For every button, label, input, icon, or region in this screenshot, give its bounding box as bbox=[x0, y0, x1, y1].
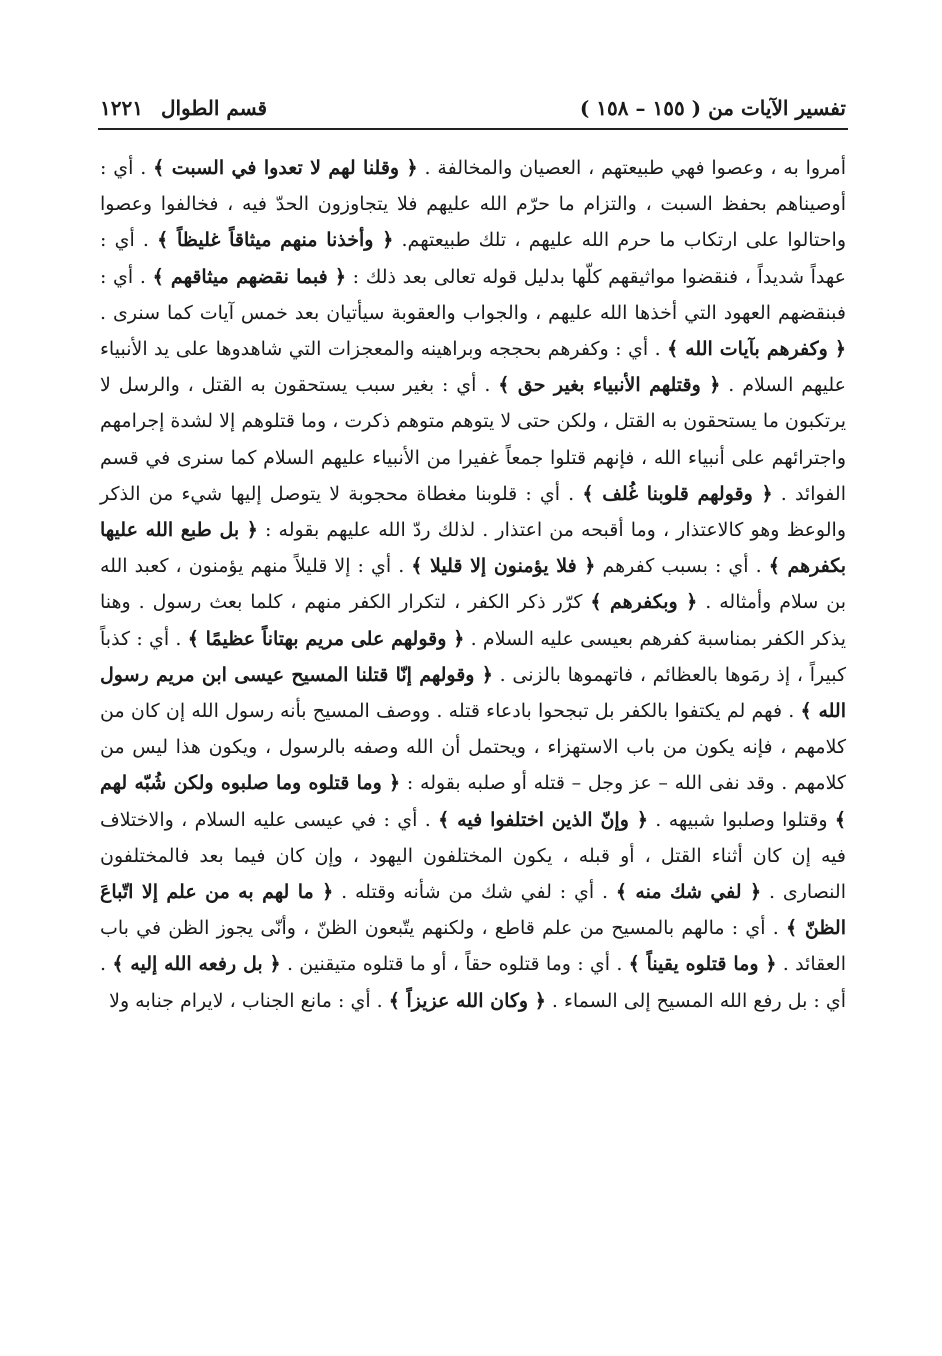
text-segment: . فهم لم يكتفوا بالكفر بل تبجحوا بادعاء قتله . ووصف المسيح بأنه رسول الله إن كان من كلامهم ، فإنه يكون من باب الاستهزاء ، ويحتمل أن الله وصفه بالرسول ، ويكون هذا ليس من كلامهم . وقد نفى الله – عز وجل – قتله أو صلبه بقوله : bbox=[100, 700, 846, 795]
text-segment: . أي : إلا قليلاً منهم يؤمنون ، كعبد الله بن سلام وأمثاله . bbox=[100, 555, 846, 614]
quran-verse: ﴿ فلا يؤمنون إلا قليلا ﴾ bbox=[411, 555, 596, 578]
text-segment: وقتلوا وصلبوا شبيهه . bbox=[647, 808, 835, 831]
quran-verse: ﴿ بل طبع الله عليها بكفرهم ﴾ bbox=[100, 519, 846, 578]
quran-verse: ﴿ وقولهم على مريم بهتاناً عظيمًا ﴾ bbox=[187, 627, 465, 650]
quran-verse: ﴿ وقلنا لهم لا تعدوا في السبت ﴾ bbox=[153, 157, 418, 179]
section-name: قسم الطوال bbox=[160, 96, 268, 120]
text-segment: . أي : عهداً شديداً ، فنقضوا مواثيقهم كلّها بدليل قوله تعالى بعد ذلك : bbox=[100, 229, 846, 288]
body-text bbox=[100, 150, 846, 1019]
text-segment: . أي : مانع الجناب ، لايرام جنابه ولا bbox=[109, 989, 389, 1012]
text-segment: . أي : في عيسى عليه السلام ، والاختلاف فيه إن كان أثناء القتل ، أو قبله ، يكون المختلفون اليهود ، وإن كان فيما بعد فالمختلفون النصارى . bbox=[100, 808, 846, 904]
text-segment: أمروا به ، وعصوا فهي طبيعتهم ، العصيان والمخالفة . bbox=[417, 157, 847, 179]
text-segment: . أي : كذباً كبيراً ، إذ رمَوها بالعظائم ، فاتهموها بالزنى . bbox=[100, 627, 847, 686]
body-paragraph bbox=[100, 150, 846, 1019]
page-number: ١٢٢١ bbox=[100, 96, 143, 120]
header-left-group bbox=[100, 96, 267, 120]
text-segment: . أي : وكفرهم بحججه وبراهينه والمعجزات التي شاهدوها على يد الأنبياء عليهم السلام . bbox=[100, 338, 846, 397]
quran-verse: ﴿ بل رفعه الله إليه ﴾ bbox=[112, 953, 281, 976]
text-segment: . أي : بغير سبب يستحقون به القتل ، والرسل لا يرتكبون ما يستحقون به القتل ، ولكن حتى لا يتوهم متوهم ذكرت ، وما قتلوهم إلا لشدة إجرامهم واجترائهم على أنبياء الله ، فإنهم قتلوا جمعاً غفيرا من الأنبياء عليهم السلام كما سنرى في قسم الفوائد . bbox=[100, 374, 846, 505]
text-segment: . أي : لفي شك من شأنه وقتله . bbox=[333, 881, 616, 904]
quran-verse: ﴿ وكفرهم بآيات الله ﴾ bbox=[667, 338, 846, 361]
text-segment: . أي : وما قتلوه حقاً ، أو ما قتلوه متيقنين . bbox=[280, 953, 629, 976]
quran-verse: ﴿ ما لهم به من علم إلا اتّباعَ الظنّ ﴾ bbox=[100, 881, 846, 940]
quran-verse: ﴿ وما قتلوه وما صلبوه ولكن شُبّه لهم ﴾ bbox=[100, 772, 847, 831]
quran-verse: ﴿ وإنّ الذين اختلفوا فيه ﴾ bbox=[438, 808, 648, 831]
quran-verse: ﴿ فبما نقضهم ميثاقهم ﴾ bbox=[152, 265, 347, 288]
text-segment: . أي : بل رفع الله المسيح إلى السماء . bbox=[100, 953, 846, 1012]
quran-verse: ﴿ لفي شك منه ﴾ bbox=[615, 881, 762, 904]
header-divider bbox=[98, 128, 848, 130]
quran-verse: ﴿ وبكفرهم ﴾ bbox=[590, 591, 698, 614]
quran-verse: ﴿ وما قتلوه يقيناً ﴾ bbox=[628, 953, 777, 976]
header-title: تفسير الآيات من ( ١٥٥ – ١٥٨ ) bbox=[579, 96, 846, 120]
text-segment: . أي : قلوبنا مغطاة محجوبة لا يتوصل إليها شيء من الذكر والوعظ وهو كالاعتذار ، وما أقبحه من اعتذار . لذلك ردّ الله عليهم بقوله : bbox=[100, 482, 846, 542]
text-segment: . أي : أوصيناهم بحفظ السبت ، والتزام ما حرّم الله عليهم فلا يتجاوزون الحدّ فيه ، فخالفوا وعصوا واحتالوا على ارتكاب ما حرم الله عليهم ، تلك طبيعتهم. bbox=[100, 157, 846, 252]
quran-verse: ﴿ وكان الله عزيزاً ﴾ bbox=[388, 989, 546, 1012]
quran-verse: ﴿ وقولهم إنّا قتلنا المسيح عيسى ابن مريم رسول الله ﴾ bbox=[100, 663, 846, 723]
text-segment: . أي : مالهم بالمسيح من علم قاطع ، ولكنهم يتّبعون الظنّ ، وأنّى يجوز الظن في باب العقائد . bbox=[100, 917, 846, 976]
text-segment: كرّر ذكر الكفر ، لتكرار الكفر منهم ، كلما بعث رسول . وهنا يذكر الكفر بمناسبة كفرهم بعيسى عليه السلام . bbox=[100, 591, 846, 650]
text-segment: . أي : بسبب كفرهم bbox=[595, 555, 769, 578]
quran-verse: ﴿ وقتلهم الأنبياء بغير حق ﴾ bbox=[498, 374, 721, 397]
page-header bbox=[100, 88, 846, 128]
quran-verse: ﴿ وأخذنا منهم ميثاقاً غليظاً ﴾ bbox=[157, 229, 394, 252]
text-segment: . أي : فبنقضهم العهود التي أخذها الله عليهم ، والجواب والعقوبة سيأتيان بعد خمس آيات كما سنرى . bbox=[100, 265, 846, 324]
quran-verse: ﴿ وقولهم قلوبنا غُلف ﴾ bbox=[582, 482, 773, 505]
